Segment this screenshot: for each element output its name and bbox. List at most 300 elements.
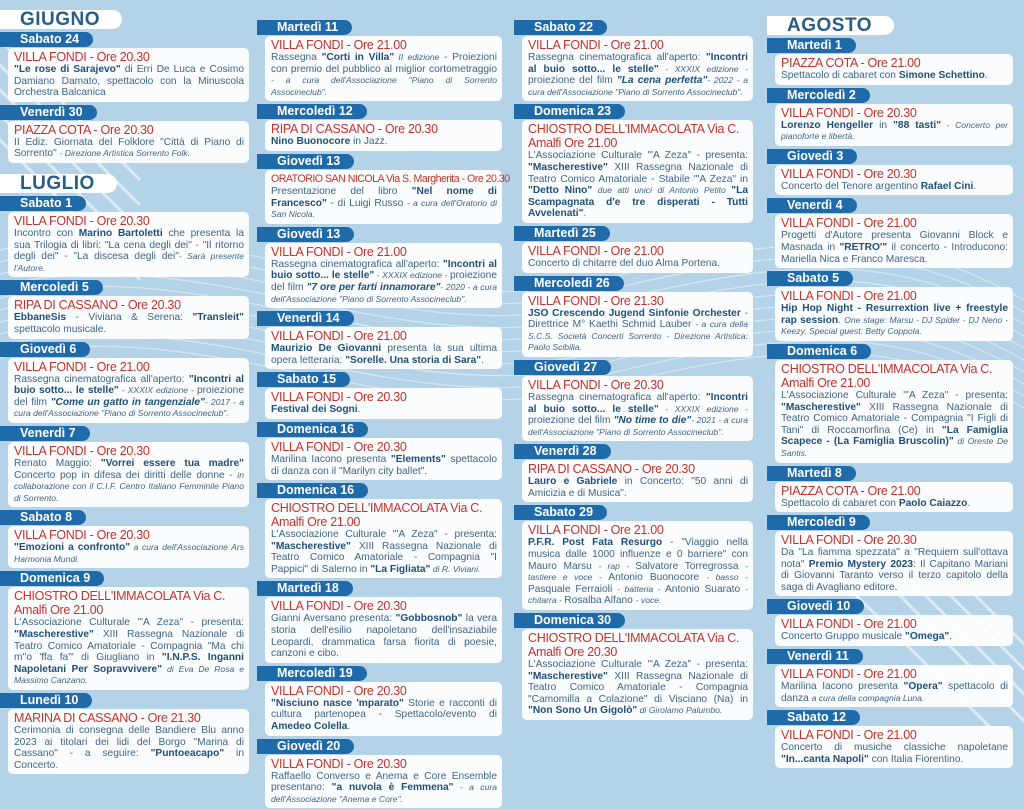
event-card: [775, 726, 1013, 768]
event-entry: [265, 309, 502, 369]
body-text: presenta la sua ultima opera letteraria:: [271, 343, 498, 366]
body-text: in Concerto.: [14, 748, 244, 771]
body-text: .: [481, 354, 484, 366]
body-text: L'Associazione Culturale "'A Zeza" - presenta:: [271, 529, 497, 541]
event-venue-time: VILLA FONDI - Ore 21.00: [781, 728, 917, 743]
event-description: [781, 681, 1008, 704]
body-text: Pasquale Ferraioli: [528, 583, 618, 595]
event-entry: [775, 147, 1013, 196]
body-text: Rassegna cinematografica all'aperto:: [14, 373, 189, 385]
event-card: [522, 376, 753, 441]
event-card: [522, 242, 753, 273]
event-entry: [775, 464, 1013, 513]
event-entry: [8, 278, 249, 338]
event-date-pill: Martedì 11: [257, 20, 352, 35]
credit-text: a cura della compagnia Luna.: [811, 692, 925, 703]
event-entry: [775, 342, 1013, 463]
event-date-pill: Mercoledì 9: [767, 515, 870, 530]
highlight-text: "RETRO'": [839, 241, 888, 253]
body-text: .: [357, 404, 361, 416]
event-venue-time: VILLA FONDI - Ore 21.00: [271, 38, 407, 52]
body-text: Rassegna cinematografica all'aperto:: [528, 391, 706, 403]
event-card: [775, 54, 1013, 85]
credit-text: - chitarra -: [528, 583, 748, 606]
highlight-text: Hip Hop Night - Resurrextion live + freestyle rap session: [781, 303, 1008, 326]
event-date-pill: Domenica 23: [514, 104, 625, 119]
event-entry: [265, 152, 510, 224]
event-description: [528, 476, 748, 499]
event-date-pill: Martedì 1: [767, 38, 856, 53]
event-venue-time: CHIOSTRO DELL'IMMACOLATA Via C. Amalfi Ore 21.00: [781, 361, 993, 390]
body-text: Rassegna cinematografica all'aperto:: [528, 52, 706, 63]
credit-text: - 2020 - a cura dell'Associazione "Piano di Sorrento Associneclub".: [271, 281, 497, 304]
highlight-text: Rafael Cini: [920, 180, 974, 192]
body-text: .: [838, 314, 845, 326]
body-text: proiezione del film: [14, 385, 244, 408]
credit-text: di Oreste De Santis.: [781, 436, 1008, 458]
event-card: [8, 526, 249, 568]
event-date-pill: Domenica 16: [257, 422, 368, 437]
credit-text: - rap -: [598, 560, 636, 571]
event-card: [775, 665, 1013, 707]
event-date-pill: Sabato 22: [514, 20, 607, 35]
body-text: Renato Maggio:: [14, 457, 101, 469]
event-date-pill: Venerdì 11: [767, 649, 863, 664]
event-venue-time: VILLA FONDI - Ore 20.30: [14, 443, 150, 458]
event-venue-time: CHIOSTRO DELL'IMMACOLATA Via C. Amalfi Ore 21.00: [14, 589, 226, 618]
event-description: [271, 698, 497, 733]
event-venue-time: RIPA DI CASSANO - Ore 20.30: [528, 462, 695, 477]
event-description: [781, 390, 1008, 460]
event-description: [528, 537, 748, 607]
event-entry: [775, 513, 1013, 596]
event-venue-time: VILLA FONDI - Ore 21.00: [271, 244, 407, 259]
event-description: [271, 529, 497, 575]
body-text: Concerto di musiche classiche napoletane: [781, 742, 1008, 754]
highlight-text: Premio Mystery 2023: [808, 558, 914, 570]
event-date-pill: Venerdì 30: [0, 105, 97, 120]
event-date-pill: Martedì 25: [514, 226, 610, 241]
event-date-pill: Sabato 5: [767, 271, 853, 286]
event-card: [522, 629, 753, 720]
highlight-text: "Elements": [390, 453, 446, 465]
event-venue-time: VILLA FONDI - Ore 20.30: [781, 166, 917, 181]
event-description: [14, 228, 244, 274]
event-date-pill: Lunedì 10: [0, 693, 92, 708]
event-description: [781, 181, 1008, 193]
body-text: .: [347, 721, 351, 733]
body-text: proiezione del film: [271, 270, 497, 293]
body-text: Concerto del Tenore argentino: [781, 180, 921, 192]
highlight-text: Nino Buonocore: [271, 136, 351, 148]
event-venue-time: VILLA FONDI - Ore 21.00: [781, 667, 917, 682]
credit-text: - Direzione Artistica Sorrento Folk.: [59, 148, 191, 159]
event-date-pill: Mercoledì 26: [514, 276, 624, 291]
event-entry: [775, 86, 1013, 146]
credit-text: a cura dell'Associazione Ars Harmonia Mundi.: [14, 542, 244, 564]
event-entry: [8, 103, 249, 163]
highlight-text: "Mascherestive": [14, 629, 94, 641]
event-description: [781, 498, 1008, 510]
event-card: [8, 296, 249, 338]
event-venue-time: VILLA FONDI - Ore 21.00: [271, 329, 407, 344]
body-text: spettacolo di danza: [781, 681, 1009, 704]
column-luglio-end: [522, 18, 753, 721]
event-card: [265, 327, 502, 369]
credit-text: One stage: Marsu - DJ Spider - DJ Neno - Keezy. Special guest: Betty Coppola.: [781, 314, 1008, 337]
credit-text: - a cura dell'Oratorio di San Nicola.: [271, 197, 497, 220]
event-description: [781, 120, 1008, 143]
event-entry: [265, 18, 502, 101]
body-text: Cerimonia di consegna delle Bandiere Blu anno 2023 ai titolari dei lidi del Borgo "Marina di Cassano" - a seguire:: [14, 725, 244, 760]
body-text: Presentazione del libro: [271, 185, 412, 197]
event-card: [265, 36, 502, 101]
event-entry: [8, 691, 249, 774]
event-description: [528, 308, 748, 354]
event-date-pill: Giovedì 27: [514, 360, 611, 375]
event-description: [271, 613, 497, 659]
event-date-pill: Mercoledì 2: [767, 88, 870, 103]
event-description: [528, 392, 748, 438]
highlight-text: "Incontri al buio sotto... le stelle": [271, 258, 498, 282]
body-text: spettacolo musicale.: [14, 323, 107, 335]
event-card: [522, 521, 753, 610]
event-venue-time: VILLA FONDI - Ore 21.00: [528, 243, 664, 258]
event-description: [271, 259, 497, 305]
credit-text: due atti unici di Antonio Petito: [592, 185, 732, 196]
body-text: XIII Rassegna Nazionale di Teatro Comico Amatoriale - Compagnia "Ma chi m''o 'ffa fa'" di Giugliano in: [14, 629, 244, 664]
event-venue-time: VILLA FONDI - Ore 21.00: [14, 359, 150, 374]
event-card: [8, 709, 249, 774]
event-entry: [775, 269, 1013, 341]
highlight-text: Maurizio De Giovanni: [271, 343, 382, 355]
event-venue-time: VILLA FONDI - Ore 20.30: [14, 528, 150, 543]
event-venue-time: VILLA FONDI - Ore 21.00: [781, 216, 917, 231]
body-text: : Il Capitano Mariani di Giovanni Taranto verso il terzo capitolo della saga di Avagliano editore.: [781, 558, 1008, 593]
event-venue-time: RIPA DI CASSANO - Ore 20.30: [271, 122, 438, 137]
credit-text: - tastiere e voce -: [528, 560, 748, 583]
body-text: L'Associazione Culturale "'A Zeza" - presenta:: [528, 659, 748, 671]
body-text: XIII Rassegna Nazionale di Teatro Comico Amatoriale - Compagnia "I Figli di Tani" di Roccamorfina (Ce) in: [781, 401, 1008, 436]
event-entry: [8, 30, 249, 102]
credit-text: - batteria -: [617, 583, 666, 594]
event-entry: [522, 503, 753, 610]
highlight-text: "Mascherestive": [528, 670, 608, 682]
event-description: [14, 312, 244, 335]
highlight-text: "Mascherestive": [528, 161, 608, 173]
credit-text: - a cura dell'Associazione "Piano di Sorrento Associneclub".: [271, 75, 497, 97]
body-text: Antonio Buonocore: [608, 572, 707, 584]
body-text: Progetti d'Autore presenta Giovanni Block e Masnada in: [781, 230, 1008, 253]
body-text: Spettacolo di cabaret con: [781, 70, 899, 81]
body-text: .: [984, 70, 988, 81]
film-title-text: "Come un gatto in tangenziale": [50, 396, 205, 408]
film-title-text: "La cena perfetta": [616, 75, 708, 87]
credit-text: di R. Viviani.: [430, 563, 481, 574]
event-entry: [522, 611, 753, 720]
event-description: [781, 547, 1008, 593]
credit-text: - XXXIX edizione -: [658, 63, 748, 74]
event-entry: [265, 579, 502, 662]
event-description: [781, 230, 1008, 265]
event-description: [14, 617, 244, 687]
event-venue-time: VILLA FONDI - Ore 21.30: [528, 293, 664, 308]
highlight-text: "Non Sono Un Gigolò": [528, 705, 638, 717]
event-date-pill: Sabato 1: [0, 196, 86, 211]
month-title: GIUGNO: [0, 10, 122, 29]
event-description: [14, 542, 244, 565]
highlight-text: Festival dei Sogni: [271, 404, 358, 416]
event-entry: [265, 420, 502, 480]
event-venue-time: CHIOSTRO DELL'IMMACOLATA Via C. Amalfi Ore 21.00: [271, 501, 483, 530]
body-text: Storie e racconti di cultura partenopea - Spettacolo/evento di: [271, 697, 497, 721]
event-description: [14, 374, 244, 420]
event-date-pill: Giovedì 3: [767, 149, 857, 164]
body-text: Da "La fiamma spezzata" a "Requiem sull'ottava nota": [781, 547, 1008, 570]
event-description: [528, 258, 748, 270]
credit-text: - 2021 - a cura dell'Associazione "Piano di Sorrento Associneclub".: [528, 415, 749, 437]
event-description: [271, 771, 497, 806]
body-text: .: [583, 208, 587, 220]
event-date-pill: Sabato 8: [0, 510, 86, 525]
event-date-pill: Venerdì 14: [257, 311, 354, 326]
event-card: [8, 48, 249, 102]
highlight-text: "Puntoeacapo": [150, 748, 225, 760]
event-card: [522, 460, 753, 502]
credit-text: - XXXIX edizione -: [118, 385, 197, 396]
event-venue-time: VILLA FONDI - Ore 20.30: [14, 213, 150, 228]
event-card: [522, 36, 753, 101]
event-entry: [775, 597, 1013, 646]
body-text: Rassegna: [271, 52, 322, 63]
event-date-pill: Giovedì 20: [257, 739, 354, 754]
highlight-text: "Incontri al buio sotto... le stelle": [14, 373, 245, 397]
body-text: con Italia Fiorentino.: [868, 753, 964, 765]
event-entry: [775, 36, 1013, 85]
event-date-pill: Domenica 6: [767, 344, 871, 359]
event-date-pill: Sabato 12: [767, 710, 860, 725]
event-card: [265, 438, 502, 480]
event-description: [528, 659, 748, 717]
highlight-text: "Omega": [905, 631, 950, 643]
credit-text: di Girolamo Palumbo.: [637, 705, 723, 716]
event-venue-time: VILLA FONDI - Ore 21.00: [528, 38, 664, 52]
highlight-text: "Mascherestive": [781, 401, 861, 413]
event-entry: [8, 340, 249, 423]
event-date-pill: Domenica 9: [0, 571, 104, 586]
event-date-pill: Domenica 30: [514, 613, 625, 628]
event-card: [775, 214, 1013, 268]
body-text: spettacolo di danza con il "Marilyn city ballet".: [271, 453, 498, 477]
event-venue-time: VILLA FONDI - Ore 21.00: [528, 523, 664, 538]
body-text: proiezione del film: [528, 415, 614, 427]
event-date-pill: Giovedì 13: [257, 227, 354, 242]
event-entry: [775, 196, 1013, 268]
event-venue-time: CHIOSTRO DELL'IMMACOLATA Via C. Amalfi Ore 20.30: [528, 631, 740, 660]
highlight-text: "Transleit": [192, 312, 244, 324]
event-description: [14, 458, 244, 504]
column-agosto: [775, 16, 1013, 769]
body-text: Antonio Suarato: [665, 583, 746, 595]
event-entry: [522, 102, 753, 223]
event-venue-time: PIAZZA COTA - Ore 21.00: [781, 56, 921, 70]
credit-text: - a cura dell'Associazione "Anema e Core".: [271, 782, 498, 804]
highlight-text: "La Scampagnata d'e tre disperati - Tutti Avvelenati": [528, 185, 749, 220]
highlight-text: "Mascherestive": [271, 540, 351, 552]
body-text: L'Associazione Culturale "'A Zeza" - presenta:: [528, 150, 748, 162]
body-text: Concerto pop in difesa dei diritti delle donne -: [14, 469, 238, 481]
event-date-pill: Martedì 18: [257, 581, 353, 596]
credit-text: - 2017 - a cura dell'Associazione "Piano di Sorrento Associneclub".: [14, 396, 244, 419]
event-venue-time: VILLA FONDI - Ore 20.30: [528, 377, 664, 392]
body-text: in Concerto: "50 anni di Amicizia e di Musica".: [528, 476, 748, 499]
highlight-text: "Sorelle. Una storia di Sara": [345, 354, 482, 366]
event-description: [271, 52, 497, 98]
highlight-text: "Gobbosnob": [395, 613, 463, 625]
highlight-text: "Nel nome di Francesco": [271, 185, 497, 209]
event-venue-time: PIAZZA COTA - Ore 20.30: [14, 122, 154, 137]
event-venue-time: VILLA FONDI - Ore 20.30: [271, 599, 407, 614]
body-text: Concerto di chitarre del duo Alma Portena.: [528, 257, 720, 269]
body-text: che presenta la sua Trilogia di libri: "La cena degli dei" - "Il ritorno degli dei" - "La discesa degli dei": [14, 227, 244, 263]
body-text: - di Luigi Russo: [326, 197, 407, 209]
event-entry: [265, 737, 502, 809]
event-card: [775, 104, 1013, 146]
event-venue-time: VILLA FONDI - Ore 20.30: [14, 50, 150, 64]
highlight-text: P.F.R. Post Fata Resurgo: [528, 537, 663, 549]
body-text: in: [873, 119, 894, 131]
body-text: XIII Rassegna Nazionale di Teatro Comico Amatoriale - Stabile "'A Zeza" in: [528, 161, 748, 185]
event-card: [775, 615, 1013, 646]
event-card: [8, 442, 249, 507]
event-venue-time: VILLA FONDI - Ore 20.30: [271, 390, 407, 405]
highlight-text: "Nisciuno nasce 'mparato": [271, 697, 404, 709]
credit-text: - voce.: [635, 595, 662, 606]
body-text: XIII Rassegna Nazionale di Teatro Comico Amatoriale - Compagnia "Camomilla a Colazione" di Visciano (Na) in: [528, 670, 748, 705]
event-date-pill: Giovedì 13: [257, 154, 354, 169]
event-description: [14, 137, 244, 160]
event-entry: [522, 18, 753, 101]
body-text: proiezione del film: [528, 75, 617, 87]
event-card: [522, 120, 753, 223]
highlight-text: "I.N.P.S. Inganni Napoletani Per Sopravvivere": [14, 652, 244, 675]
event-entry: [265, 664, 502, 736]
body-text: - Proiezioni con premio del pubblico al miglior cortometraggio: [271, 52, 497, 75]
event-entry: [775, 647, 1013, 707]
event-card: [265, 597, 502, 662]
body-text: - "Viaggio nella musica dalle 1000 influenze e 0 barriere" con Mauro Marsu: [528, 537, 748, 572]
film-title-text: "7 ore per farti innamorare": [306, 281, 441, 293]
highlight-text: "Incontri al buio sotto... le stelle": [528, 52, 748, 75]
credit-text: - a cura della S.C.S. Società Concerti Sorrento - Direzione Artistica: Paolo Scibilia.: [528, 319, 748, 353]
event-venue-time: VILLA FONDI - Ore 20.30: [271, 439, 407, 454]
event-venue-time: VILLA FONDI - Ore 20.30: [271, 683, 407, 698]
event-entry: [8, 569, 249, 690]
event-date-pill: Venerdì 7: [0, 426, 90, 441]
credit-text: - Sarà presente l'Autore.: [14, 251, 244, 273]
body-text: L'Associazione Culturale "'A Zeza" - presenta:: [781, 389, 1008, 401]
event-entry: [522, 274, 753, 357]
event-venue-time: VILLA FONDI - Ore 20.30: [781, 105, 917, 120]
event-entry: [522, 224, 753, 273]
event-card: [265, 755, 502, 809]
credit-text: in collaborazione con il C.I.F. Centro Italiano Femminile Piano di Sorrento.: [14, 469, 244, 503]
body-text: .: [973, 180, 977, 192]
body-text: II Ediz. Giornata del Folklore "Città di Piano di Sorrento": [14, 136, 244, 160]
highlight-text: "88 tasti": [893, 119, 942, 131]
credit-text: di Eva De Rosa e Massimo Canzano.: [14, 663, 244, 686]
highlight-text: "Vorrei essere tua madre": [100, 457, 244, 469]
credit-text: - XXXIX edizione -: [374, 270, 450, 281]
event-date-pill: Sabato 15: [257, 372, 350, 387]
event-card: [775, 360, 1013, 463]
highlight-text: "La Figliata": [370, 563, 431, 575]
event-description: [14, 725, 244, 771]
body-text: - Viviana & Serena:: [66, 312, 193, 324]
body-text: Raffaello Converso e Anema e Core Ensemble presentano:: [271, 770, 497, 794]
highlight-text: "Le rose di Sarajevo": [14, 64, 121, 75]
body-text: la vera storia dell'esilio napoletano dell'insaziabile Leopardi, drammatica farsa fiorita di poesie, canzoni e cibo.: [271, 613, 497, 660]
event-card: [265, 120, 502, 151]
event-card: [265, 499, 502, 578]
event-card: [265, 682, 502, 736]
event-entry: [8, 194, 249, 277]
highlight-text: Lauro e Gabriele: [528, 476, 618, 488]
event-description: [271, 404, 497, 416]
film-title-text: "No time to die": [613, 415, 692, 427]
event-venue-time: MARINA DI CASSANO - Ore 21.30: [14, 711, 201, 726]
event-entry: [265, 225, 502, 308]
event-description: [781, 70, 1008, 82]
credit-text: II edizione: [394, 52, 440, 62]
body-text: Rosalba Alfano: [564, 595, 636, 607]
highlight-text: "Detto Nino": [528, 185, 593, 197]
event-entry: [522, 442, 753, 502]
event-entry: [8, 424, 249, 507]
event-card: [8, 121, 249, 163]
event-description: [781, 631, 1008, 643]
month-title: LUGLIO: [0, 174, 117, 193]
body-text: .: [967, 497, 971, 509]
event-venue-time: VILLA FONDI - Ore 21.00: [781, 617, 917, 632]
event-date-pill: Sabato 29: [514, 505, 607, 520]
body-text: di Erri De Luca e Cosimo Damiano Damato, spettacolo con la Minuscola Orchestra Balcanica: [14, 64, 244, 99]
highlight-text: "Incontri al buio sotto... le stelle": [528, 391, 748, 415]
body-text: .: [949, 631, 953, 643]
highlight-text: "Emozioni a confronto": [14, 542, 131, 554]
event-description: [271, 454, 497, 477]
column-luglio-mid: [265, 18, 510, 809]
credit-text: - 2022 - a cura dell'Associazione "Piano di Sorrento Associneclub".: [528, 75, 749, 97]
month-title: AGOSTO: [767, 16, 894, 35]
body-text: XIII Rassegna Nazionale di Teatro Comico Amatoriale - Compagnia "I Pappici" di Salerno in: [271, 540, 497, 575]
event-description: [271, 343, 497, 366]
event-date-pill: Mercoledì 12: [257, 104, 367, 119]
event-card: [265, 243, 502, 308]
event-card: [775, 531, 1013, 596]
event-description: [271, 186, 497, 221]
event-date-pill: Mercoledì 5: [0, 280, 103, 295]
event-date-pill: Venerdì 4: [767, 198, 857, 213]
event-description: [14, 64, 244, 99]
body-text: Rassegna cinematografica all'aperto:: [271, 258, 443, 270]
body-text: Salvatore Torregrossa: [635, 560, 746, 572]
event-date-pill: Giovedì 10: [767, 599, 864, 614]
highlight-text: "Corti in Villa": [321, 52, 395, 63]
highlight-text: Marino Bartoletti: [78, 227, 163, 239]
event-card: [8, 212, 249, 277]
highlight-text: "Opera": [903, 681, 943, 693]
